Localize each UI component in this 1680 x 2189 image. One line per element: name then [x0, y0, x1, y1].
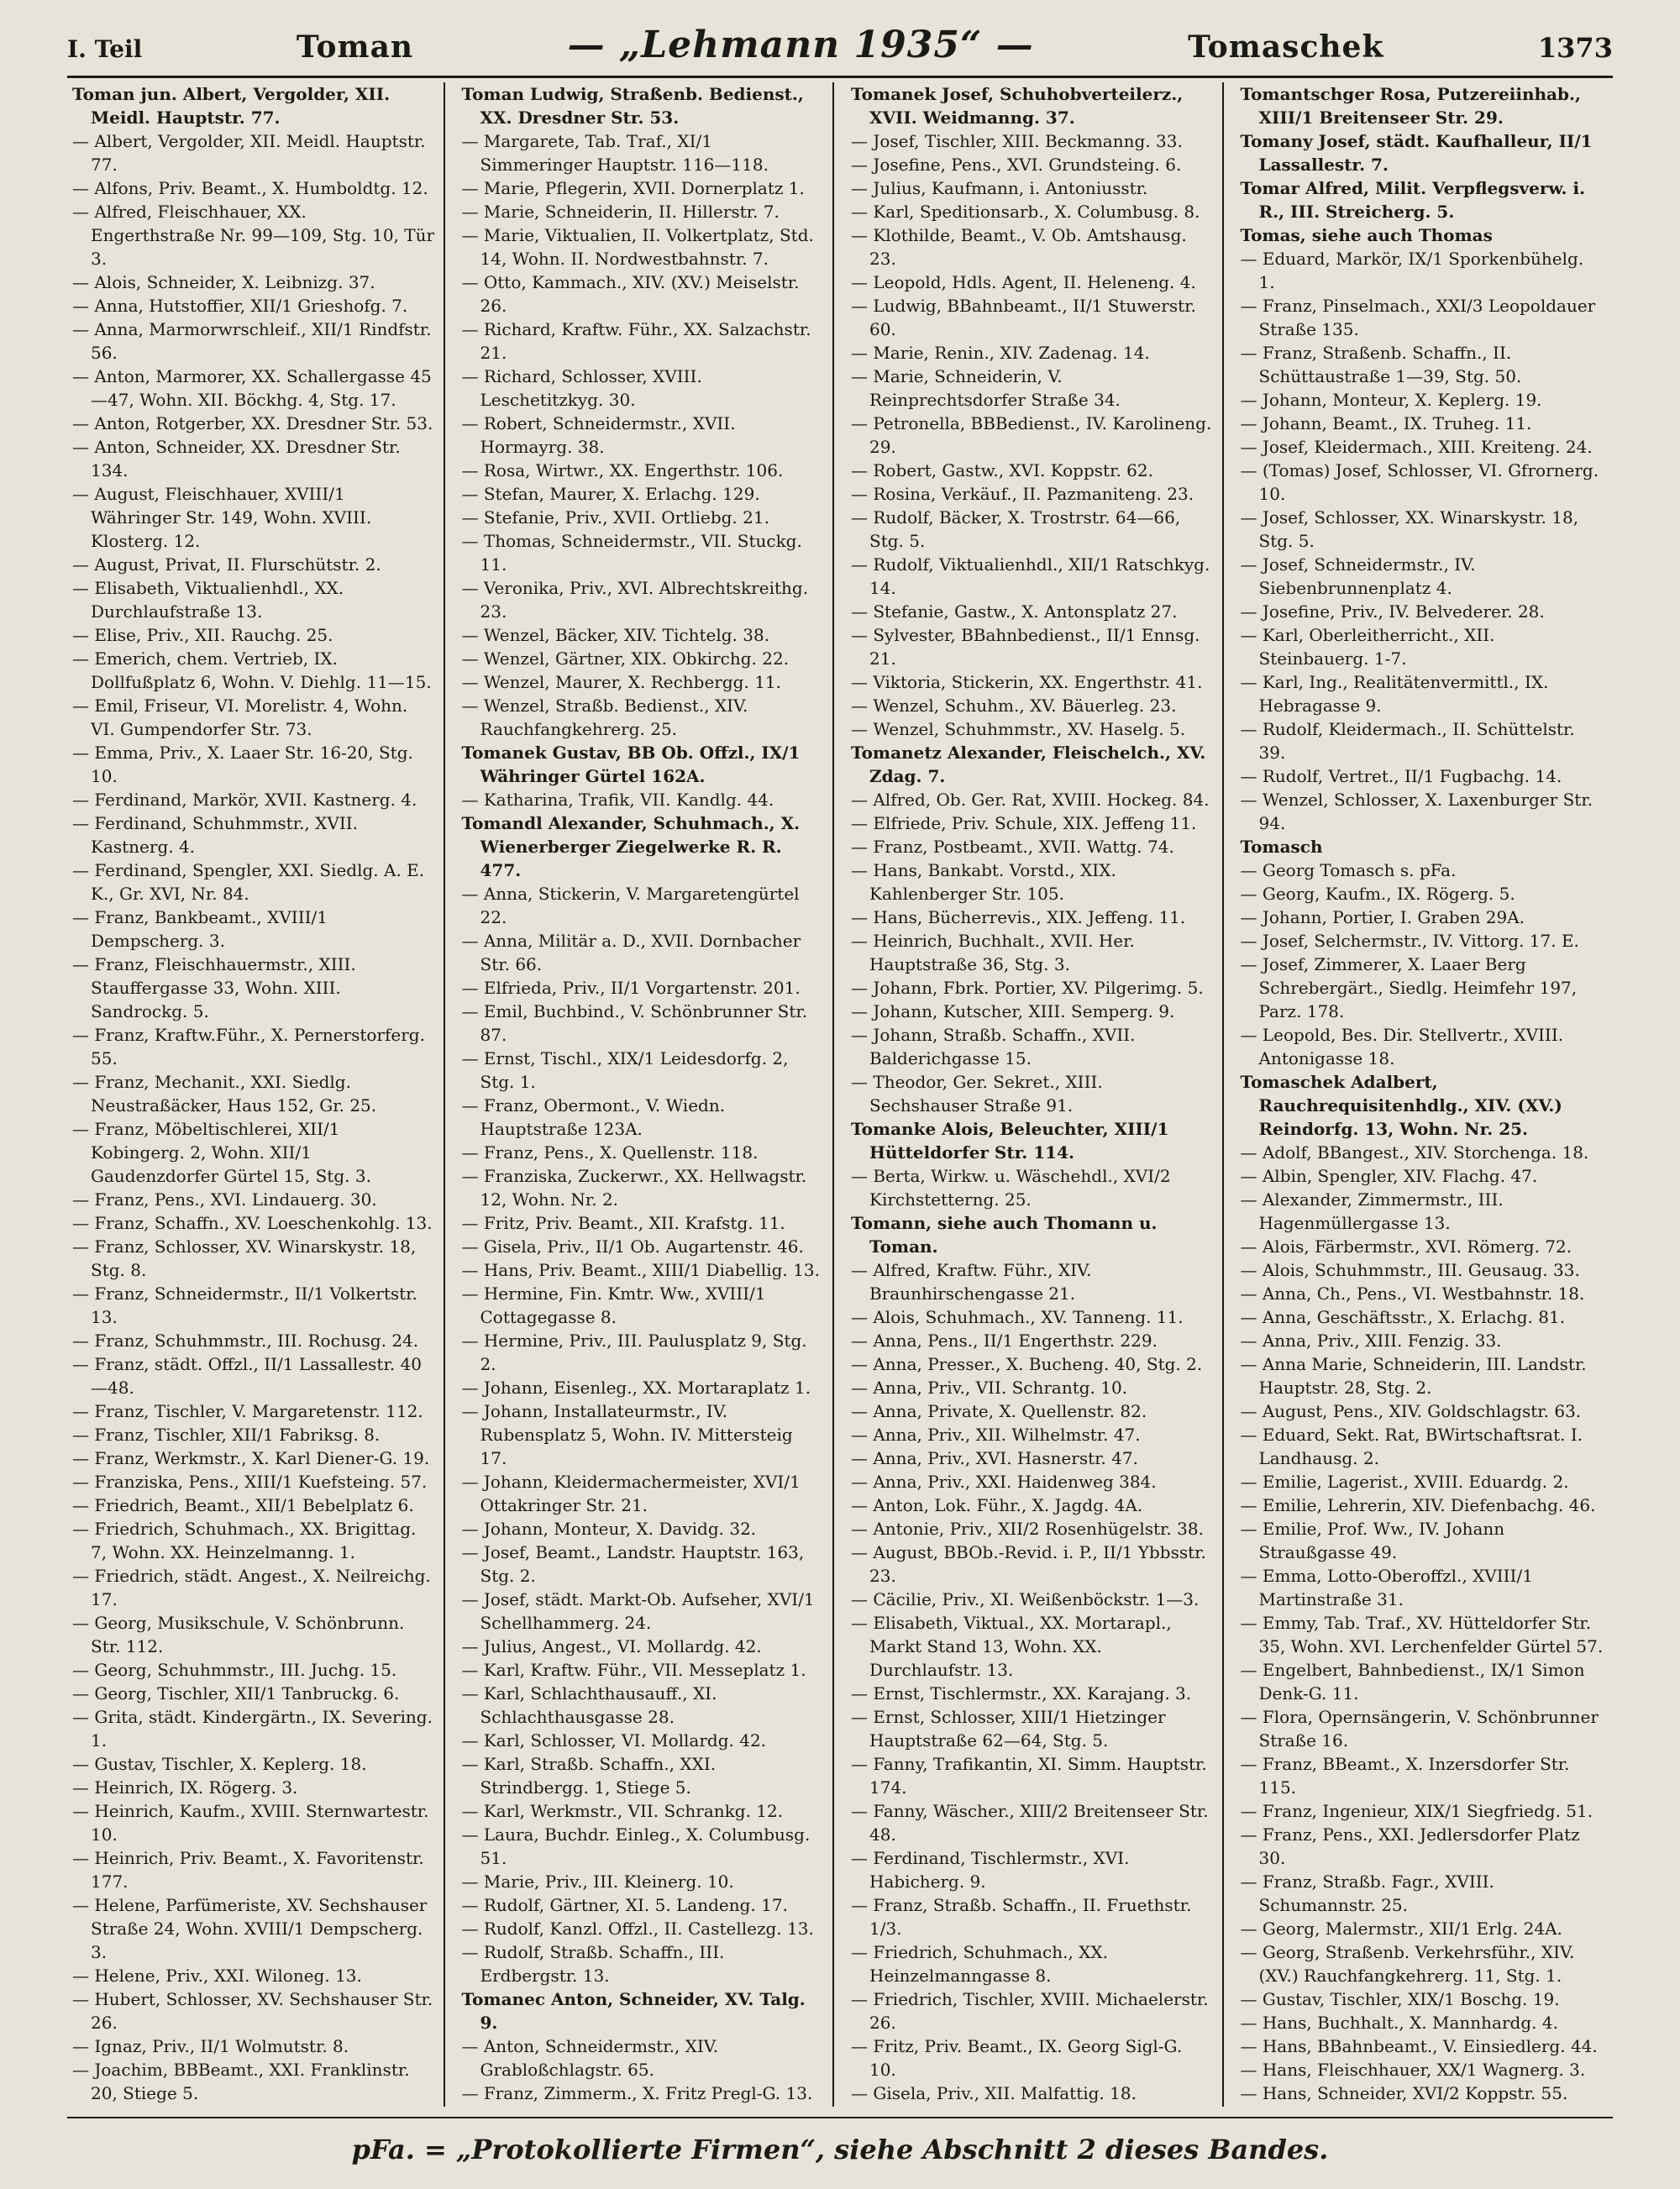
directory-entry: — Ludwig, BBahnbeamt., II/1 Stuwerstr. 60. [851, 296, 1196, 339]
directory-entry: — Anna, Hutstoffier, XII/1 Grieshofg. 7. [72, 296, 408, 316]
directory-entry: — Ferdinand, Spengler, XXI. Siedlg. A. E. K., Gr. XVI, Nr. 84. [72, 860, 425, 904]
directory-entry: — Friedrich, städt. Angest., X. Neilreichg. 17. [72, 1566, 431, 1609]
directory-columns [67, 82, 1613, 2107]
directory-entry: — Hans, BBahnbeamt., V. Einsiedlerg. 44. [1240, 2036, 1598, 2056]
directory-entry: — Anton, Marmorer, XX. Schallergasse 45—47, Wohn. XII. Böckhg. 4, Stg. 17. [72, 366, 432, 410]
directory-entry: — Franz, Tischler, XII/1 Fabriksg. 8. [72, 1425, 381, 1445]
directory-entry: — Emerich, chem. Vertrieb, IX. Dollfußplatz 6, Wohn. V. Diehlg. 11—15. [72, 648, 432, 692]
directory-entry: — Stefanie, Gastw., X. Antonsplatz 27. [851, 601, 1178, 622]
directory-entry: — Wenzel, Schlosser, X. Laxenburger Str. 94. [1240, 790, 1593, 833]
directory-entry: — Wenzel, Bäcker, XIV. Tichtelg. 38. [461, 625, 770, 645]
directory-entry: — Alfred, Kraftw. Führ., XIV. Braunhirschengasse 21. [851, 1260, 1092, 1304]
directory-entry-surname-heading: Tomasch [1240, 837, 1323, 857]
directory-entry: — Fanny, Wäscher., XIII/2 Breitenseer Str. 48. [851, 1801, 1209, 1845]
directory-entry: — Karl, Speditionsarb., X. Columbusg. 8. [851, 202, 1200, 222]
directory-entry: — Karl, Werkmstr., VII. Schrankg. 12. [461, 1801, 784, 1821]
directory-entry: — Fritz, Priv. Beamt., XII. Krafstg. 11. [461, 1213, 785, 1233]
directory-entry: — Johann, Monteur, X. Keplerg. 19. [1240, 390, 1542, 410]
directory-entry: — Anna, Presser., X. Bucheng. 40, Stg. 2. [851, 1354, 1203, 1374]
directory-entry: — Otto, Kammach., XIV. (XV.) Meiselstr. 26. [461, 272, 800, 316]
directory-entry: — Georg, Musikschule, V. Schönbrunn. Str. 112. [72, 1613, 405, 1656]
directory-entry: — Cäcilie, Priv., XI. Weißenböckstr. 1—3. [851, 1589, 1200, 1609]
directory-entry: — (Tomas) Josef, Schlosser, VI. Gfrornerg. 10. [1240, 460, 1599, 504]
directory-entry: — Heinrich, Buchhalt., XVII. Her. Hauptstraße 36, Stg. 3. [851, 931, 1135, 974]
directory-entry: — Emil, Buchbind., V. Schönbrunner Str. 87. [461, 1001, 808, 1045]
directory-entry: — Marie, Priv., III. Kleinerg. 10. [461, 1871, 734, 1892]
directory-entry: — Josef, Selchermstr., IV. Vittorg. 17. E. [1240, 931, 1579, 951]
directory-entry: — Hans, Bücherrevis., XIX. Jeffeng. 11. [851, 907, 1186, 927]
directory-entry: — Wenzel, Schuhm., XV. Bäuerleg. 23. [851, 696, 1177, 716]
directory-entry: — Wenzel, Straßb. Bedienst., XIV. Rauchfangkehrerg. 25. [461, 696, 748, 739]
directory-entry: — Franz, Fleischhauermstr., XIII. Stauffergasse 33, Wohn. XIII. Sandrockg. 5. [72, 954, 356, 1021]
directory-entry: — Julius, Angest., VI. Mollardg. 42. [461, 1636, 762, 1656]
directory-column-2 [457, 82, 835, 2107]
directory-entry-surname-heading: Tomany Josef, städt. Kaufhalleur, II/1 Lassallestr. 7. [1240, 131, 1593, 175]
directory-entry: — Emilie, Prof. Ww., IV. Johann Straußgasse 49. [1240, 1519, 1505, 1562]
directory-entry: — Eduard, Sekt. Rat, BWirtschaftsrat. I. Landhausg. 2. [1240, 1425, 1583, 1468]
directory-entry: — Alois, Schuhmmstr., III. Geusaug. 33. [1240, 1260, 1580, 1280]
directory-entry: — Antonie, Priv., XII/2 Rosenhügelstr. 38. [851, 1519, 1204, 1539]
directory-entry: — Gisela, Priv., XII. Malfattig. 18. [851, 2083, 1137, 2103]
directory-entry: — Anton, Lok. Führ., X. Jagdg. 4A. [851, 1495, 1143, 1515]
directory-entry: — Johann, Fbrk. Portier, XV. Pilgerimg. 5. [851, 978, 1204, 998]
directory-entry: — Marie, Pflegerin, XVII. Dornerplatz 1. [461, 178, 805, 198]
directory-entry: — Helene, Parfümeriste, XV. Sechshauser Straße 24, Wohn. XVIII/1 Dempscherg. 3. [72, 1895, 428, 1962]
header-publication-title: — „Lehmann 1935“ — [567, 24, 1034, 66]
directory-entry: — Johann, Kutscher, XIII. Semperg. 9. [851, 1001, 1175, 1021]
directory-entry [851, 2105, 1214, 2107]
directory-entry: — Hermine, Priv., III. Paulusplatz 9, Stg. 2. [461, 1331, 807, 1374]
directory-entry: — August, Privat, II. Flurschütstr. 2. [72, 554, 381, 575]
directory-entry-surname-heading: Tomanetz Alexander, Fleischelch., XV. Zdag. 7. [851, 743, 1206, 786]
directory-entry-surname-heading: Tomaschek Adalbert, Rauchrequisitenhdlg., XIV. (XV.) Reindorfg. 13, Wohn. Nr. 25. [1240, 1072, 1562, 1139]
directory-entry: — Rudolf, Viktualienhdl., XII/1 Ratschkyg. 14. [851, 554, 1210, 598]
directory-entry: — Albin, Spengler, XIV. Flachg. 47. [1240, 1166, 1538, 1186]
directory-entry: — Anna, Private, X. Quellenstr. 82. [851, 1401, 1147, 1421]
directory-entry: — Laura, Buchdr. Einleg., X. Columbusg. 51. [461, 1824, 811, 1868]
directory-entry: — Josef, Tischler, XIII. Beckmanng. 33. [851, 131, 1183, 151]
directory-entry: — Georg, Straßenb. Verkehrsführ., XIV. (XV.) Rauchfangkehrerg. 11, Stg. 1. [1240, 1942, 1575, 1986]
directory-entry: — Elise, Priv., XII. Rauchg. 25. [72, 625, 333, 645]
directory-entry: — Franz, Postbeamt., XVII. Wattg. 74. [851, 837, 1174, 857]
directory-entry: — Josef, städt. Markt-Ob. Aufseher, XVI/1 Schellhammerg. 24. [461, 1589, 815, 1633]
directory-entry: — Heinrich, Kaufm., XVIII. Sternwartestr. 10. [72, 1801, 429, 1845]
directory-entry: — Ferdinand, Schuhmmstr., XVII. Kastnerg. 4. [72, 813, 358, 857]
footer-rule [67, 2117, 1613, 2118]
header-part-label: I. Teil [67, 35, 143, 63]
directory-entry: — Adolf, BBangest., XIV. Storchenga. 18. [1240, 1142, 1589, 1163]
directory-entry: — Franz, Pens., XXI. Jedlersdorfer Platz 30. [1240, 1824, 1580, 1868]
directory-entry: — Helene, Priv., XXI. Wiloneg. 13. [72, 1966, 362, 1986]
directory-entry: — Emil, Friseur, VI. Morelistr. 4, Wohn. VI. Gumpendorfer Str. 73. [72, 696, 408, 739]
directory-entry: — Anna, Pens., II/1 Engerthstr. 229. [851, 1331, 1158, 1351]
directory-entry: — Georg, Malermstr., XII/1 Erlg. 24A. [1240, 1919, 1562, 1939]
directory-entry: — Marie, Renin., XIV. Zadenag. 14. [851, 343, 1150, 363]
directory-entry: — Franz, Bankbeamt., XVIII/1 Dempscherg. 3. [72, 907, 328, 951]
directory-column-4 [1236, 82, 1614, 2107]
directory-entry: — Ernst, Schlosser, XIII/1 Hietzinger Hauptstraße 62—64, Stg. 5. [851, 1707, 1166, 1751]
directory-entry: — Hans, Buchhalt., X. Mannhardg. 4. [1240, 2013, 1558, 2033]
directory-entry: — Franz, Tischler, V. Margaretenstr. 112. [72, 1401, 423, 1421]
directory-entry: — Rudolf, Straßb. Schaffn., III. Erdbergstr. 13. [461, 1942, 725, 1986]
directory-entry: — Gustav, Tischler, XIX/1 Boschg. 19. [1240, 1989, 1560, 2009]
directory-entry: — Flora, Opernsängerin, V. Schönbrunner Straße 16. [1240, 1707, 1599, 1751]
directory-entry: — Engelbert, Bahnbedienst., IX/1 Simon Denk-G. 11. [1240, 1660, 1585, 1703]
directory-entry: — Anna, Priv., XIII. Fenzig. 33. [1240, 1331, 1502, 1351]
directory-entry: — Franz, Mechanit., XXI. Siedlg. Neustraßäcker, Haus 152, Gr. 25. [72, 1072, 377, 1115]
directory-column-3 [846, 82, 1224, 2107]
directory-entry: — Franz, Schaffn., XV. Loeschenkohlg. 13. [72, 1213, 433, 1233]
directory-entry: — Johann, Kleidermachermeister, XVI/1 Ottakringer Str. 21. [461, 1472, 801, 1515]
directory-entry [72, 2105, 435, 2107]
directory-entry: — Karl, Oberleitherricht., XII. Steinbauerg. 1-7. [1240, 625, 1495, 669]
directory-entry: — Marie, Viktualien, II. Volkertplatz, Std. 14, Wohn. II. Nordwestbahnstr. 7. [461, 225, 814, 269]
directory-entry: — Rudolf, Bäcker, X. Trostrstr. 64—66, Stg. 5. [851, 507, 1181, 551]
directory-entry: — Anton, Schneider, XX. Dresdner Str. 134. [72, 437, 401, 480]
directory-entry [1241, 2105, 1605, 2107]
directory-entry: — Rudolf, Kanzl. Offzl., II. Castellezg. 13. [461, 1919, 814, 1939]
directory-entry: — Rudolf, Kleidermach., II. Schüttelstr. 39. [1240, 719, 1575, 763]
directory-entry: — Ignaz, Priv., II/1 Wolmutstr. 8. [72, 2036, 349, 2056]
directory-entry: — Marie, Schneiderin, V. Reinprechtsdorfer Straße 34. [851, 366, 1121, 410]
directory-entry: — Emilie, Lagerist., XVIII. Eduardg. 2. [1240, 1472, 1569, 1492]
directory-entry: — Franz, Ingenieur, XIX/1 Siegfriedg. 51. [1240, 1801, 1593, 1821]
directory-entry: — Johann, Installateurmstr., IV. Rubensplatz 5, Wohn. IV. Mittersteig 17. [461, 1401, 793, 1468]
directory-entry: — Elisabeth, Viktual., XX. Mortarapl., Markt Stand 13, Wohn. XX. Durchlaufstr. 13. [851, 1613, 1172, 1680]
directory-entry: — Stefan, Maurer, X. Erlachg. 129. [461, 484, 760, 504]
directory-entry-surname-heading: Tomanec Anton, Schneider, XV. Talg. 9. [461, 1989, 806, 2033]
page-header [67, 24, 1613, 71]
directory-entry: — Friedrich, Tischler, XVIII. Michaelerstr. 26. [851, 1989, 1209, 2033]
directory-entry: — Emilie, Lehrerin, XIV. Diefenbachg. 46. [1240, 1495, 1596, 1515]
directory-entry: — Franz, Möbeltischlerei, XII/1 Kobingerg. 2, Wohn. XII/1 Gaudenzdorfer Gürtel 15, Stg. 3. [72, 1119, 371, 1186]
directory-entry [462, 2105, 825, 2107]
directory-entry: — Franz, Schlosser, XV. Winarskystr. 18, Stg. 8. [72, 1236, 417, 1280]
directory-entry: — Anna, Geschäftsstr., X. Erlachg. 81. [1240, 1307, 1566, 1327]
directory-entry: — Franz, Werkmstr., X. Karl Diener-G. 19. [72, 1448, 430, 1468]
directory-entry: — Alois, Schneider, X. Leibnizg. 37. [72, 272, 375, 292]
directory-entry: — Margarete, Tab. Traf., XI/1 Simmeringer Hauptstr. 116—118. [461, 131, 769, 175]
directory-entry: — Rosa, Wirtwr., XX. Engerthstr. 106. [461, 460, 784, 480]
directory-entry: — Ernst, Tischlermstr., XX. Karajang. 3. [851, 1683, 1192, 1703]
directory-entry: — Franz, Schuhmmstr., III. Rochusg. 24. [72, 1331, 419, 1351]
directory-entry: — Franziska, Zuckerwr., XX. Hellwagstr. 12, Wohn. Nr. 2. [461, 1166, 807, 1210]
directory-entry: — Rudolf, Vertret., II/1 Fugbachg. 14. [1240, 766, 1562, 786]
directory-entry: — Alois, Färbermstr., XVI. Römerg. 72. [1240, 1236, 1572, 1257]
directory-entry: — Rosina, Verkäuf., II. Pazmaniteng. 23. [851, 484, 1194, 504]
directory-entry: — Julius, Kaufmann, i. Antoniusstr. [851, 178, 1148, 198]
directory-entry: — Rudolf, Gärtner, XI. 5. Landeng. 17. [461, 1895, 788, 1915]
directory-entry: — Leopold, Bes. Dir. Stellvertr., XVIII. Antonigasse 18. [1240, 1025, 1564, 1068]
directory-entry: — Alexander, Zimmermstr., III. Hagenmüllergasse 13. [1240, 1189, 1504, 1233]
directory-entry: — Johann, Eisenleg., XX. Mortaraplatz 1. [461, 1378, 811, 1398]
directory-entry-surname-heading: Toman Ludwig, Straßenb. Bedienst., XX. Dresdner Str. 53. [461, 84, 804, 128]
directory-entry: — Hans, Bankabt. Vorstd., XIX. Kahlenberger Str. 105. [851, 860, 1116, 904]
directory-entry: — Friedrich, Schuhmach., XX. Brigittag. 7, Wohn. XX. Heinzelmanng. 1. [72, 1519, 417, 1562]
directory-entry: — Grita, städt. Kindergärtn., IX. Severing. 1. [72, 1707, 433, 1751]
directory-entry: — Elfrieda, Priv., II/1 Vorgartenstr. 201. [461, 978, 801, 998]
directory-entry-surname-heading: Tomandl Alexander, Schuhmach., X. Wienerberger Ziegelwerke R. R. 477. [461, 813, 801, 880]
directory-entry: — Anna, Priv., VII. Schrantg. 10. [851, 1378, 1128, 1398]
directory-entry: — Emmy, Tab. Traf., XV. Hütteldorfer Str. 35, Wohn. XVI. Lerchenfelder Gürtel 57. [1240, 1613, 1604, 1656]
directory-entry: — Eduard, Markör, IX/1 Sporkenbühelg. 1. [1240, 249, 1584, 292]
directory-entry: — Albert, Vergolder, XII. Meidl. Hauptstr. 77. [72, 131, 426, 175]
directory-entry: — Hans, Fleischhauer, XX/1 Wagnerg. 3. [1240, 2060, 1586, 2080]
directory-entry: — Emma, Priv., X. Laaer Str. 16-20, Stg. 10. [72, 743, 413, 786]
directory-entry: — Anton, Rotgerber, XX. Dresdner Str. 53. [72, 413, 433, 433]
directory-entry: — Friedrich, Beamt., XII/1 Bebelplatz 6. [72, 1495, 414, 1515]
directory-entry: — Veronika, Priv., XVI. Albrechtskreithg. 23. [461, 578, 809, 622]
directory-entry-surname-heading: Tomantschger Rosa, Putzereiinhab., XIII/1 Breitenseer Str. 29. [1240, 84, 1581, 128]
directory-entry: — Georg, Kaufm., IX. Rögerg. 5. [1240, 884, 1515, 904]
directory-entry: — Gisela, Priv., II/1 Ob. Augartenstr. 46. [461, 1236, 804, 1257]
directory-entry: — Josef, Kleidermach., XIII. Kreiteng. 24. [1240, 437, 1593, 457]
directory-entry: — Marie, Schneiderin, II. Hillerstr. 7. [461, 202, 780, 222]
directory-entry: — Josef, Schneidermstr., IV. Siebenbrunnenplatz 4. [1240, 554, 1476, 598]
directory-entry: — Franz, Zimmerm., X. Fritz Pregl-G. 13. [461, 2083, 813, 2103]
directory-entry: — Karl, Kraftw. Führ., VII. Messeplatz 1. [461, 1660, 806, 1680]
directory-entry: — Karl, Schlachthausauff., XI. Schlachthausgasse 28. [461, 1683, 717, 1727]
directory-entry: — Josef, Beamt., Landstr. Hauptstr. 163, Stg. 2. [461, 1542, 805, 1586]
directory-entry: — Elisabeth, Viktualienhdl., XX. Durchlaufstraße 13. [72, 578, 344, 622]
directory-entry: — Heinrich, IX. Rögerg. 3. [72, 1777, 298, 1798]
directory-entry: — Franz, Schneidermstr., II/1 Volkertstr. 13. [72, 1283, 417, 1327]
directory-entry: — Anna, Priv., XXI. Haidenweg 384. [851, 1472, 1157, 1492]
directory-entry: — Georg, Tischler, XII/1 Tanbruckg. 6. [72, 1683, 400, 1703]
directory-entry: — Georg, Schuhmmstr., III. Juchg. 15. [72, 1660, 397, 1680]
directory-entry: — Franziska, Pens., XIII/1 Kuefsteing. 57. [72, 1472, 428, 1492]
directory-entry: — Elfriede, Priv. Schule, XIX. Jeffeng 11. [851, 813, 1197, 833]
directory-entry: — Stefanie, Priv., XVII. Ortliebg. 21. [461, 507, 769, 528]
directory-entry: — Ferdinand, Tischlermstr., XVI. Habicherg. 9. [851, 1848, 1130, 1892]
directory-entry: — Wenzel, Maurer, X. Rechbergg. 11. [461, 672, 781, 692]
directory-entry: — Franz, Pens., X. Quellenstr. 118. [461, 1142, 759, 1163]
directory-entry: — Wenzel, Schuhmmstr., XV. Haselg. 5. [851, 719, 1186, 739]
directory-entry: — Wenzel, Gärtner, XIX. Obkirchg. 22. [461, 648, 790, 669]
directory-entry: — Alfons, Priv. Beamt., X. Humboldtg. 12. [72, 178, 428, 198]
directory-entry: — Berta, Wirkw. u. Wäschehdl., XVI/2 Kirchstetterng. 25. [851, 1166, 1171, 1210]
directory-entry: — Franz, Kraftw.Führ., X. Pernerstorferg. 55. [72, 1025, 425, 1068]
directory-entry: — Georg Tomasch s. pFa. [1240, 860, 1457, 880]
directory-entry: — Fanny, Trafikantin, XI. Simm. Hauptstr. 174. [851, 1754, 1207, 1798]
directory-column-1 [67, 82, 445, 2107]
page-number: 1373 [1537, 32, 1613, 64]
directory-entry: — Hermine, Fin. Kmtr. Ww., XVIII/1 Cottagegasse 8. [461, 1283, 766, 1327]
directory-entry: — August, Fleischhauer, XVIII/1 Währinger Str. 149, Wohn. XVIII. Klosterg. 12. [72, 484, 372, 551]
directory-entry: — Anton, Schneidermstr., XIV. Grabloßchlagstr. 65. [461, 2036, 719, 2080]
directory-entry: — Josefine, Pens., XVI. Grundsteing. 6. [851, 155, 1182, 175]
directory-entry-surname-heading: Tomar Alfred, Milit. Verpflegsverw. i. R., III. Streicherg. 5. [1240, 178, 1586, 222]
directory-entry-surname-heading: Tomas, siehe auch Thomas [1240, 225, 1493, 245]
directory-entry: — Josefine, Priv., IV. Belvederer. 28. [1240, 601, 1545, 622]
directory-entry: — Anna Marie, Schneiderin, III. Landstr. Hauptstr. 28, Stg. 2. [1240, 1354, 1587, 1398]
directory-entry: — August, BBOb.-Revid. i. P., II/1 Ybbsstr. 23. [851, 1542, 1206, 1586]
directory-entry-surname-heading: Toman jun. Albert, Vergolder, XII. Meidl. Hauptstr. 77. [72, 84, 391, 128]
directory-entry: — Anna, Priv., XVI. Hasnerstr. 47. [851, 1448, 1139, 1468]
header-last-entry-word: Tomaschek [1188, 29, 1384, 65]
directory-entry: — Hans, Schneider, XVI/2 Koppstr. 55. [1240, 2083, 1568, 2103]
directory-entry: — Karl, Ing., Realitätenvermittl., IX. Hebragasse 9. [1240, 672, 1549, 716]
directory-entry: — Anna, Militär a. D., XVII. Dornbacher Str. 66. [461, 931, 801, 974]
directory-entry: — Richard, Kraftw. Führ., XX. Salzachstr. 21. [461, 319, 811, 363]
directory-entry: — Franz, Pens., XVI. Lindauerg. 30. [72, 1189, 377, 1210]
directory-entry: — Franz, Straßenb. Schaffn., II. Schüttaustraße 1—39, Stg. 50. [1240, 343, 1522, 386]
directory-entry: — Alfred, Fleischhauer, XX. Engerthstraße Nr. 99—109, Stg. 10, Tür 3. [72, 202, 435, 269]
directory-entry: — Ernst, Tischl., XIX/1 Leidesdorfg. 2, Stg. 1. [461, 1048, 789, 1092]
directory-entry-surname-heading: Tomanek Gustav, BB Ob. Offzl., IX/1 Währinger Gürtel 162A. [461, 743, 801, 786]
directory-entry: — Franz, Straßb. Schaffn., II. Fruethstr. 1/3. [851, 1895, 1192, 1939]
directory-entry: — Richard, Schlosser, XVIII. Leschetitzkyg. 30. [461, 366, 702, 410]
directory-entry-surname-heading: Tomanke Alois, Beleuchter, XIII/1 Hütteldorfer Str. 114. [851, 1119, 1169, 1163]
directory-entry: — Viktoria, Stickerin, XX. Engerthstr. 41. [851, 672, 1203, 692]
directory-entry: — Gustav, Tischler, X. Keplerg. 18. [72, 1754, 367, 1774]
directory-entry: — Josef, Zimmerer, X. Laaer Berg Schrebergärt., Siedlg. Heimfehr 197, Parz. 178. [1240, 954, 1578, 1021]
header-first-entry-word: Toman [296, 29, 414, 65]
directory-entry: — Fritz, Priv. Beamt., IX. Georg Sigl-G. 10. [851, 2036, 1183, 2080]
directory-entry: — Klothilde, Beamt., V. Ob. Amtshausg. 23. [851, 225, 1187, 269]
directory-entry: — Petronella, BBBedienst., IV. Karolineng. 29. [851, 413, 1212, 457]
directory-entry: — Friedrich, Schuhmach., XX. Heinzelmanngasse 8. [851, 1942, 1109, 1986]
directory-entry: — Robert, Gastw., XVI. Koppstr. 62. [851, 460, 1153, 480]
directory-entry: — Franz, Obermont., V. Wiedn. Hauptstraße 123A. [461, 1095, 726, 1139]
directory-entry: — Robert, Schneidermstr., XVII. Hormayrg. 38. [461, 413, 736, 457]
directory-entry: — Hubert, Schlosser, XV. Sechshauser Str. 26. [72, 1989, 433, 2033]
directory-entry: — Leopold, Hdls. Agent, II. Heleneng. 4. [851, 272, 1196, 292]
directory-entry: — Emma, Lotto-Oberoffzl., XVIII/1 Martinstraße 31. [1240, 1566, 1533, 1609]
directory-entry: — Anna, Priv., XII. Wilhelmstr. 47. [851, 1425, 1141, 1445]
directory-entry: — Anna, Marmorwrschleif., XII/1 Rindfstr. 56. [72, 319, 432, 363]
directory-entry: — Franz, BBeamt., X. Inzersdorfer Str. 115. [1240, 1754, 1570, 1798]
directory-entry: — Anna, Stickerin, V. Margaretengürtel 22. [461, 884, 800, 927]
directory-entry: — Anna, Ch., Pens., VI. Westbahnstr. 18. [1240, 1283, 1585, 1304]
directory-entry-surname-heading: Tomann, siehe auch Thomann u. Toman. [851, 1213, 1158, 1257]
directory-entry: — Alfred, Ob. Ger. Rat, XVIII. Hockeg. 84. [851, 790, 1210, 810]
directory-entry: — Franz, Straßb. Fagr., XVIII. Schumannstr. 25. [1240, 1871, 1494, 1915]
header-rule [67, 76, 1613, 78]
directory-entry: — August, Pens., XIV. Goldschlagstr. 63. [1240, 1401, 1582, 1421]
directory-entry: — Joachim, BBBeamt., XXI. Franklinstr. 20, Stiege 5. [72, 2060, 410, 2103]
directory-entry: — Katharina, Trafik, VII. Kandlg. 44. [461, 790, 774, 810]
directory-entry: — Johann, Straßb. Schaffn., XVII. Balderichgasse 15. [851, 1025, 1136, 1068]
directory-entry: — Franz, Pinselmach., XXI/3 Leopoldauer Straße 135. [1240, 296, 1596, 339]
directory-entry: — Sylvester, BBahnbedienst., II/1 Ennsg. 21. [851, 625, 1200, 669]
directory-entry: — Josef, Schlosser, XX. Winarskystr. 18, Stg. 5. [1240, 507, 1579, 551]
directory-entry: — Johann, Monteur, X. Davidg. 32. [461, 1519, 757, 1539]
directory-entry: — Karl, Schlosser, VI. Mollardg. 42. [461, 1730, 767, 1751]
directory-entry: — Franz, städt. Offzl., II/1 Lassallestr. 40—48. [72, 1354, 422, 1398]
directory-entry: — Heinrich, Priv. Beamt., X. Favoritenstr. 177. [72, 1848, 424, 1892]
directory-entry-surname-heading: Tomanek Josef, Schuhobverteilerz., XVII. Weidmanng. 37. [851, 84, 1184, 128]
directory-entry: — Thomas, Schneidermstr., VII. Stuckg. 11. [461, 531, 802, 575]
directory-entry: — Karl, Straßb. Schaffn., XXI. Strindbergg. 1, Stiege 5. [461, 1754, 717, 1798]
directory-entry: — Ferdinand, Markör, XVII. Kastnerg. 4. [72, 790, 417, 810]
directory-entry: — Johann, Beamt., IX. Truheg. 11. [1240, 413, 1532, 433]
directory-entry: — Johann, Portier, I. Graben 29A. [1240, 907, 1525, 927]
directory-entry: — Alois, Schuhmach., XV. Tanneng. 11. [851, 1307, 1184, 1327]
page-footer-note: pFa. = „Protokollierte Firmen“, siehe Abschnitt 2 dieses Bandes. [351, 2134, 1329, 2165]
directory-entry: — Hans, Priv. Beamt., XIII/1 Diabellig. 13. [461, 1260, 820, 1280]
directory-entry: — Theodor, Ger. Sekret., XIII. Sechshauser Straße 91. [851, 1072, 1103, 1115]
